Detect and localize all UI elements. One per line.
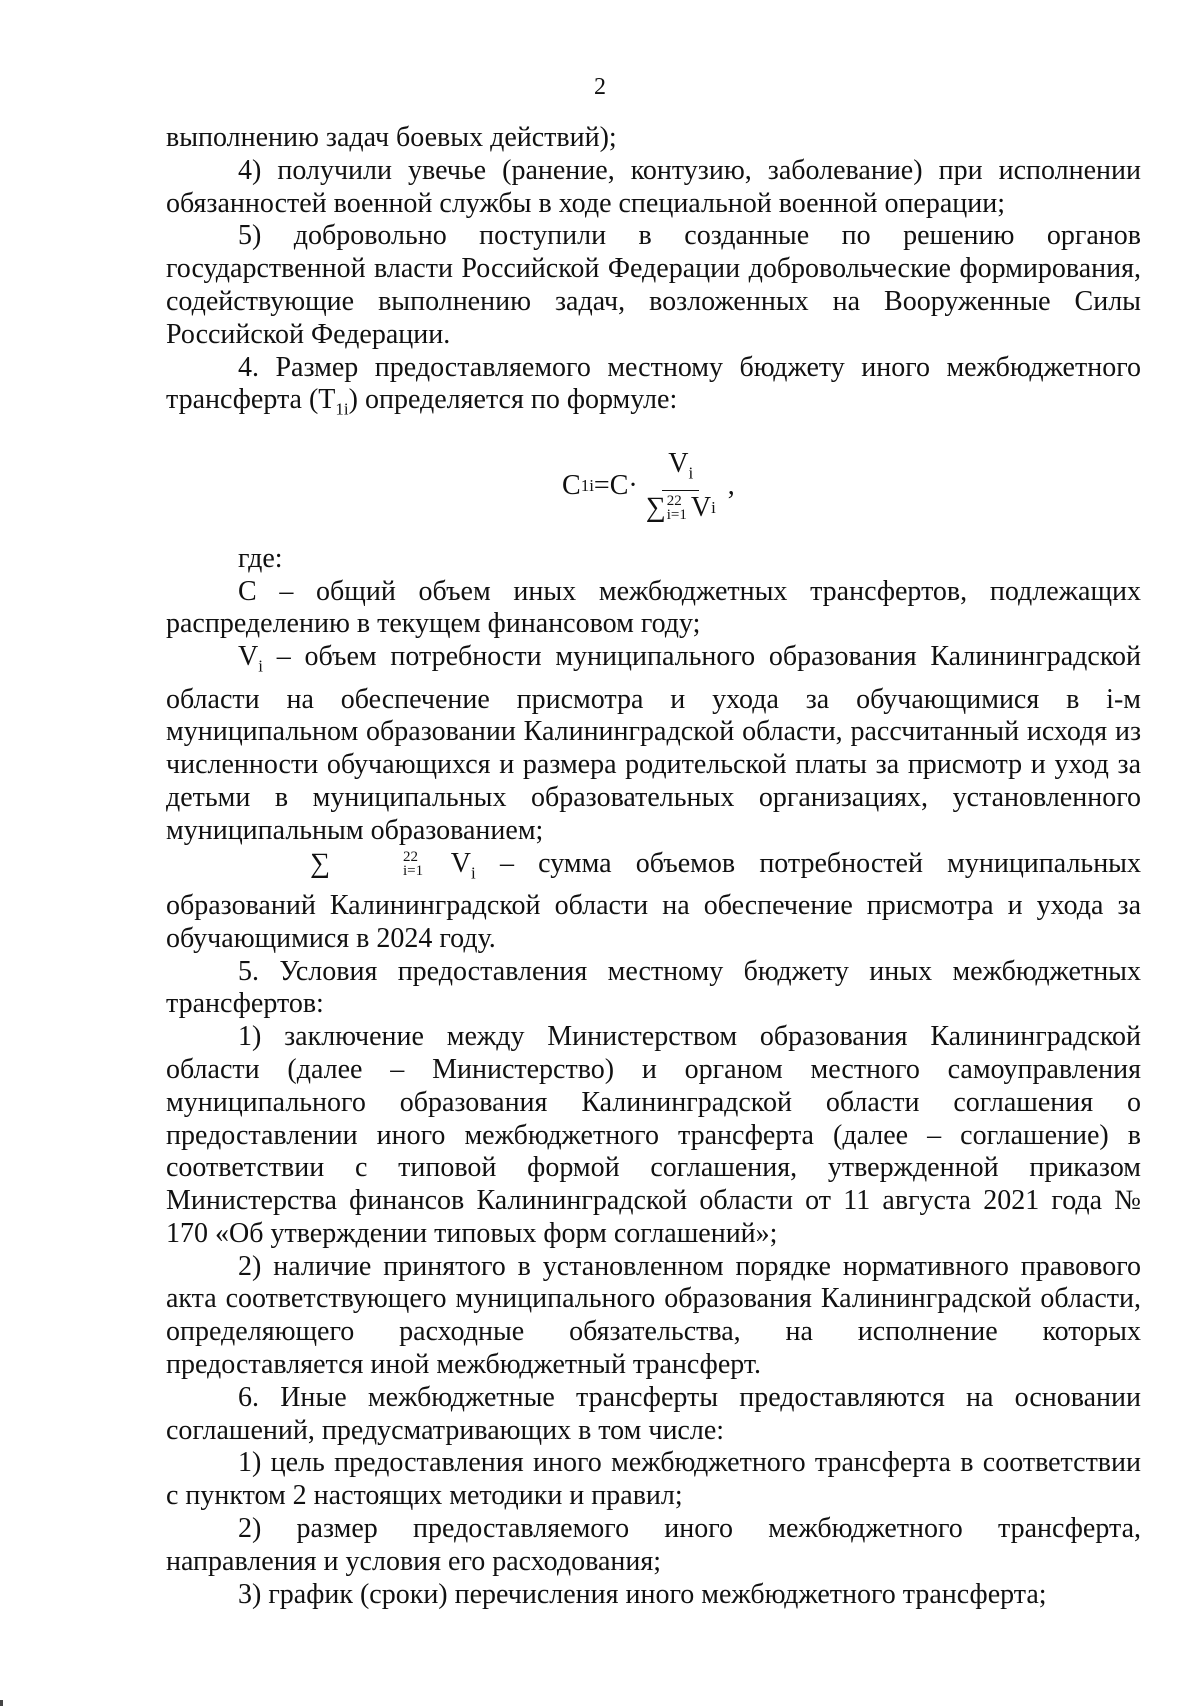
- where-label: где:: [238, 542, 283, 574]
- definition-vi-subscript: i: [258, 656, 263, 676]
- definition-vi-text: – объем потребности муниципального образования Калининградской области на обеспечение присмотра и ухода за обучающимися в i-м муниципальном образовании Калининградской области, рассчитанный исходя из численности обучающихся и размера родительской платы за присмотр и уход за детьми в муниципальных образовательных организациях, установленного муниципальным образованием;: [166, 641, 1141, 846]
- sum-upper-limit: 22: [402, 848, 418, 865]
- paragraph-continuation: выполнению задач боевых действий);: [166, 122, 617, 153]
- sum-limits: [331, 850, 423, 878]
- list-item-5: 5) добровольно поступили в созданные по решению органов государственной власти Российской Федерации добровольческие формирования, содействующие выполнению задач, возложенных на Вооруженные Силы Российской Федерации.: [166, 220, 1141, 350]
- section-5-item-2: 2) наличие принятого в установленном порядке нормативного правового акта соответствующего муниципального образования Калининградской области, определяющего расходные обязательства, на исполнение которых предоставляется иной межбюджетный трансферт.: [166, 1250, 1141, 1381]
- definition-sum-subscript: i: [471, 863, 476, 883]
- definition-sum: [166, 848, 1141, 956]
- definition-sum-text: – сумма объемов потребностей муниципальных образований Калининградской области на обеспечение присмотра и ухода за обучающимися в 2024 году.: [166, 847, 1141, 954]
- section-5-item-1: 1) заключение между Министерством образования Калининградской области (далее – Министерство) и органом местного самоуправления муниципального образования Калининградской области соглашения о предоставлении иного межбюджетного трансферта (далее – соглашение) в соответствии с типовой формой соглашения, утвержденной приказом Министерства финансов Калининградской области от 11 августа 2021 года № 170 «Об утверждении типовых форм соглашений»;: [166, 1021, 1141, 1249]
- formula-denominator-subscript: i: [711, 498, 716, 518]
- section-5-heading: 5. Условия предоставления местному бюджету иных межбюджетных трансфертов:: [166, 955, 1141, 1020]
- formula-numerator-subscript: i: [688, 463, 694, 483]
- section-4-subscript: 1i: [335, 399, 349, 419]
- formula-trailing-comma: ,: [727, 469, 735, 501]
- sum-lower-limit: i=1: [666, 507, 687, 524]
- definition-vi-symbol: V: [238, 641, 259, 673]
- sum-limits: [667, 494, 687, 522]
- definition-sum-var: V: [427, 847, 472, 879]
- sum-upper-limit: 22: [666, 493, 682, 510]
- definition-c: С – общий объем иных межбюджетных трансфертов, подлежащих распределению в текущем финансовом году;: [166, 575, 1141, 640]
- section-4-paragraph: [166, 352, 1141, 427]
- section-4-text: 4. Размер предоставляемого местному бюджету иного межбюджетного трансферта (Т: [166, 351, 1141, 416]
- list-item-4: 4) получили увечье (ранение, контузию, заболевание) при исполнении обязанностей военной службы в ходе специальной военной операции;: [166, 154, 1141, 219]
- formula-numerator-var: V: [668, 447, 689, 479]
- formula-block: [166, 427, 1141, 543]
- scan-artifact: [0, 1700, 3, 1706]
- section-6-item-2: 2) размер предоставляемого иного межбюджетного трансферта, направления и условия его расходования;: [166, 1513, 1141, 1577]
- formula-equals: =C·: [593, 469, 638, 501]
- formula: [562, 449, 735, 524]
- formula-lhs: C: [562, 469, 581, 501]
- section-6-heading: 6. Иные межбюджетные трансферты предоставляются на основании соглашений, предусматривающих в том числе:: [166, 1381, 1141, 1446]
- document-body: [166, 122, 1141, 1611]
- section-6-item-3: 3) график (сроки) перечисления иного межбюджетного трансферта;: [238, 1578, 1047, 1610]
- formula-fraction: [640, 449, 722, 524]
- section-6-item-1: 1) цель предоставления иного межбюджетного трансферта в соответствии с пунктом 2 настоящих методики и правил;: [166, 1447, 1141, 1512]
- formula-denominator: [640, 491, 722, 523]
- formula-numerator: [662, 449, 699, 492]
- section-4-text-end: ) определяется по формуле:: [348, 384, 678, 416]
- definition-vi: [166, 641, 1141, 847]
- formula-lhs-subscript: 1i: [580, 475, 594, 495]
- formula-denominator-var: V: [690, 492, 712, 524]
- sum-sign-icon: ∑: [310, 847, 330, 879]
- definition-sum-symbol: [238, 848, 427, 881]
- sum-sign-icon: ∑: [645, 492, 666, 524]
- sum-lower-limit: i=1: [402, 862, 424, 879]
- page-number: 2: [594, 74, 606, 100]
